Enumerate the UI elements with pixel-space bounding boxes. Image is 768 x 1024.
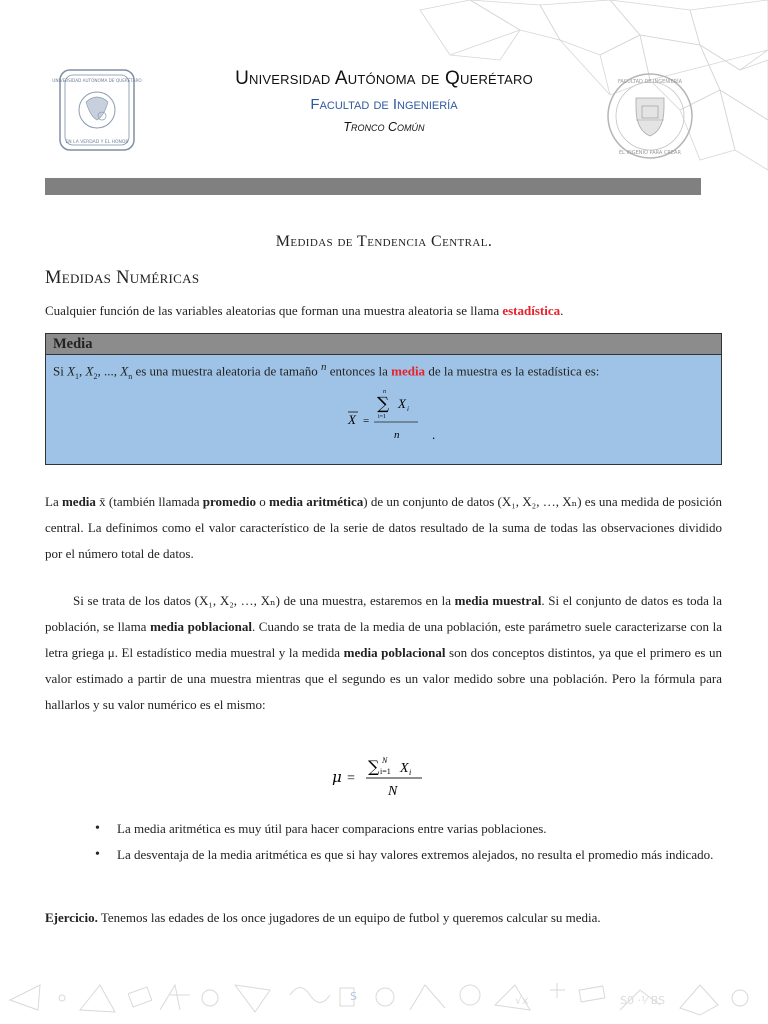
definition-middle2: entonces la: [326, 363, 392, 379]
var-x1-sub: 1: [75, 371, 80, 381]
definition-si: Si: [53, 363, 68, 379]
p2-c: . Si el conjunto de datos es toda la población, se llama: [45, 593, 723, 634]
formula-lhs: X: [348, 412, 356, 427]
formula-sum-top: n: [383, 389, 386, 395]
paragraph-media: [45, 489, 722, 567]
definition-end: de la muestra es la estadística es:: [425, 363, 600, 379]
p2-d: . Cuando se trata de la media de una población, este parámetro suele caracterizarse con la letra griega μ. El estadístico media muestral y la medida: [45, 619, 722, 660]
svg-text:√x: √x: [515, 994, 529, 1007]
svg-text:S: S: [350, 990, 357, 1003]
exercise-text: Tenemos las edades de los once jugadores de un equipo de futbol y queremos calcular su media.: [97, 910, 601, 925]
formula-eq: =: [363, 415, 370, 427]
formula-term: X: [398, 396, 406, 411]
page-title: Medidas de Tendencia Central.: [275, 233, 493, 250]
p1-a: La: [45, 494, 62, 509]
var-x2-sub: 2: [93, 371, 98, 381]
definition-text: Si $X_1$, $X_2$, ..., $X_n$ es una muestra aleatoria de tamaño $^n$ entonces la media de la muestra es la estadística es:: [53, 361, 600, 381]
svg-text:FACULTAD DE INGENIERÍA: FACULTAD DE INGENIERÍA: [617, 79, 683, 85]
exercise-paragraph: [45, 910, 601, 926]
definition-middle: es una muestra aleatoria de tamaño: [132, 363, 321, 379]
p2-term-media-muestral: media muestral: [454, 593, 542, 608]
formula2-eq: =: [347, 771, 355, 786]
sample-mean-formula: [346, 384, 476, 446]
intro-text: Cualquier función de las variables aleatorias que forman una muestra aleatoria se llama: [45, 303, 503, 318]
var-dots: ...,: [104, 363, 121, 379]
p1-term-media: media: [61, 494, 96, 509]
formula2-bottom: i=1: [380, 767, 391, 776]
faculty-name: Facultad de Ingeniería: [310, 96, 458, 113]
p2-term-media-poblacional-2: media poblacional: [343, 645, 446, 660]
svg-text:EL INGENIO PARA CREAR: EL INGENIO PARA CREAR: [619, 150, 681, 156]
definition-term: media: [391, 363, 426, 379]
var-x2: X: [85, 363, 94, 379]
header-divider-bar: [45, 178, 701, 195]
bullet-list: [95, 816, 722, 868]
intro-term: estadística: [502, 303, 561, 318]
definition-box: [45, 333, 722, 465]
formula2-mu: μ: [332, 768, 342, 786]
formula-term-sub: i: [407, 405, 409, 413]
formula2-term: X: [400, 761, 409, 776]
intro-end: .: [560, 303, 564, 318]
university-name: Universidad Autónoma de Querétaro: [235, 68, 533, 89]
p1-term-promedio: promedio: [202, 494, 256, 509]
var-xn: X: [120, 363, 129, 379]
p2-e: son dos conceptos distintos, ya que el primero es un valor estimado a partir de una muestra mientras que el segundo es un valor medido sobre una población. Pero la fórmula para hallarlos y su valor numérico es el mismo:: [45, 645, 722, 712]
formula2-top: N: [382, 756, 388, 765]
formula-dot: .: [432, 427, 436, 442]
list-item: • La desventaja de la media aritmética es que si hay valores extremos alejados, no resulta el promedio más indicado.: [95, 842, 722, 868]
list-item: • La media aritmética es muy útil para hacer comparacions entre varias poblaciones.: [95, 816, 722, 842]
svg-text:UNIVERSIDAD AUTÓNOMA DE QUERÉT: UNIVERSIDAD AUTÓNOMA DE QUERÉTARO: [52, 78, 142, 83]
intro-paragraph: [45, 303, 563, 319]
formula2-den: N: [388, 784, 398, 799]
p1-term-media-aritmetica: media aritmética: [269, 494, 364, 509]
formula-den: n: [394, 429, 400, 441]
paragraph-muestral-poblacional: [45, 588, 722, 718]
formula-sum: ∑: [377, 394, 390, 414]
svg-text:S0 ·¹⁄ BS: S0 ·¹⁄ BS: [620, 994, 666, 1007]
var-xn-sub: n: [128, 371, 133, 381]
formula-sum-bottom: i=1: [378, 414, 387, 420]
p1-c: x̄ (también llamada: [95, 494, 203, 509]
p2-term-media-poblacional: media poblacional: [150, 619, 252, 634]
p1-d: o: [256, 494, 270, 509]
formula2-term-sub: i: [409, 768, 412, 777]
p1-e: ) de un conjunto de datos (X₁, X₂, …, Xₙ) es una medida de posición central. La definimos como el valor característico de la serie de datos resultado de la suma de todas las observaciones dividido por el número total de datos.: [45, 494, 722, 561]
svg-text:EN LA VERDAD Y EL HONOR: EN LA VERDAD Y EL HONOR: [65, 140, 129, 145]
var-n: n: [320, 361, 327, 373]
var-x1: X: [67, 363, 76, 379]
p2-a: Si se trata de los datos (X₁, X₂, …, Xₙ) de una muestra, estaremos en la: [73, 593, 455, 608]
population-mean-formula: [330, 752, 440, 802]
section-heading: Medidas Numéricas: [45, 268, 200, 288]
definition-heading: Media: [46, 334, 721, 355]
program-name: Tronco Común: [343, 120, 425, 134]
formula2-sum: ∑: [368, 757, 380, 776]
exercise-label: Ejercicio.: [45, 910, 98, 925]
